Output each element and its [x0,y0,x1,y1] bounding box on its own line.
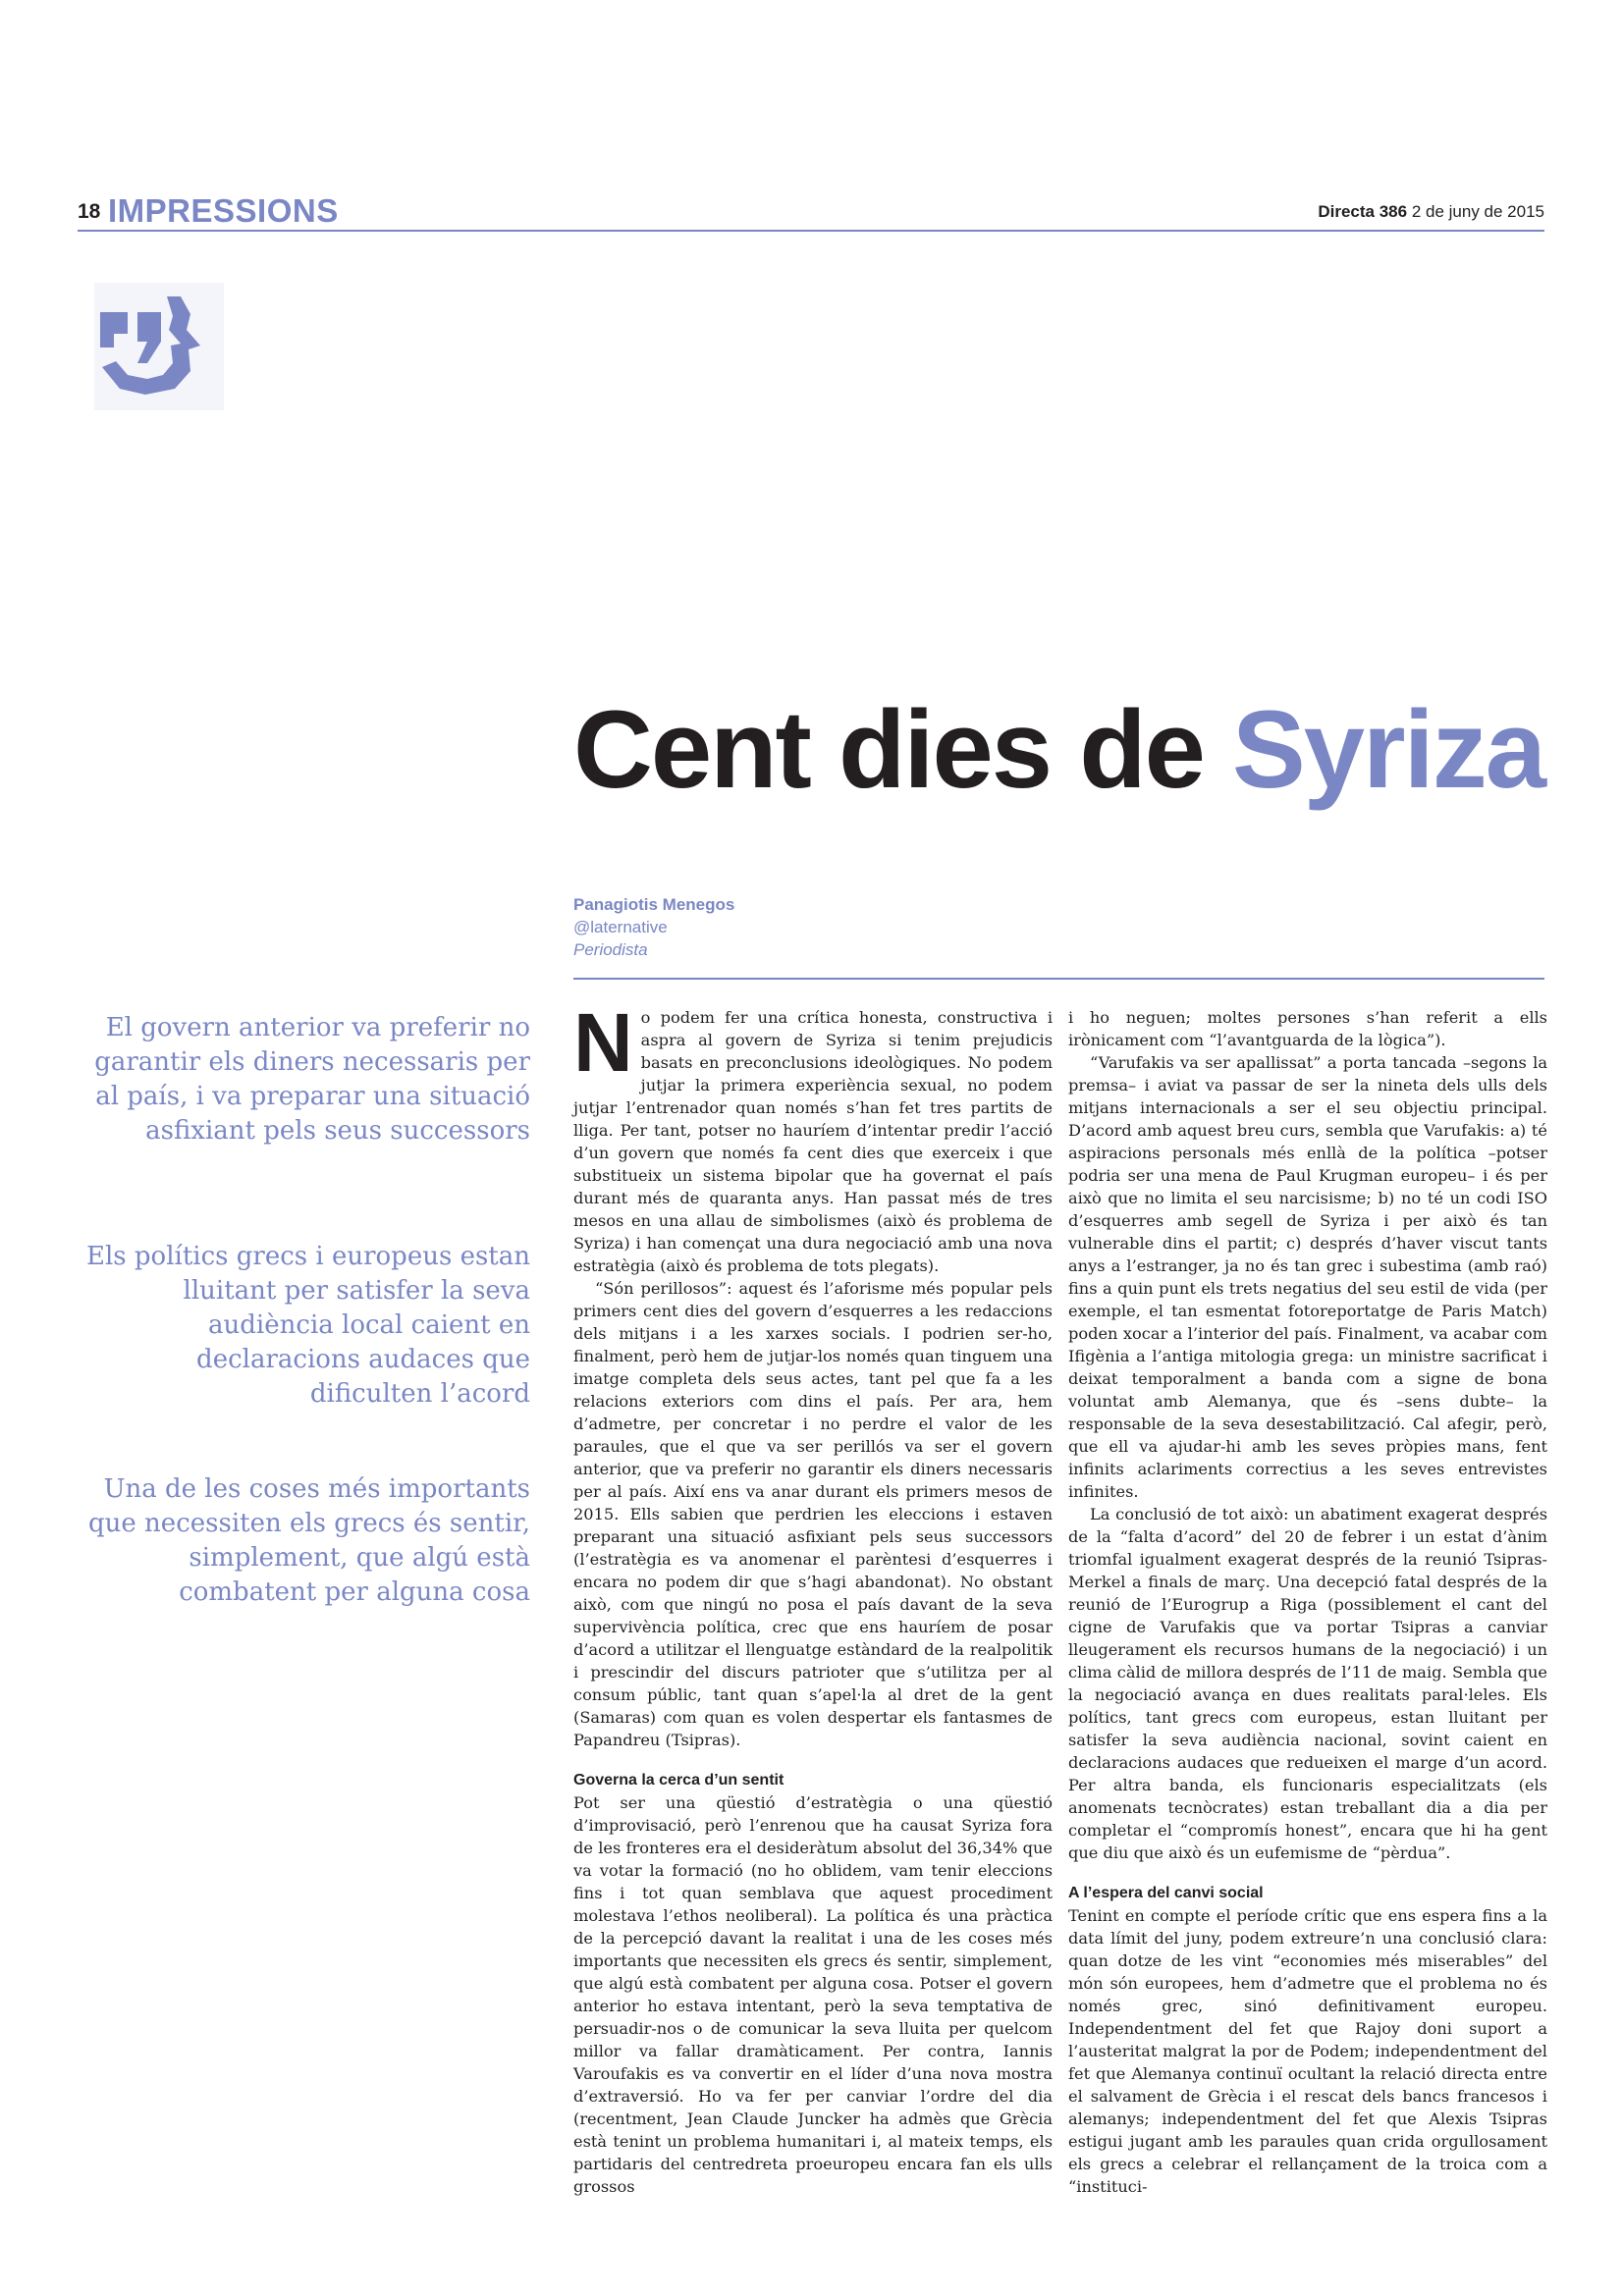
headline-accent: Syriza [1232,688,1544,811]
publication-date: 2 de juny de 2015 [1411,202,1544,221]
article-paragraph: La conclusió de tot això: un abatiment exagerat després de la “falta d’acord” del 20 de febrer i un estat d’ànim triomfal igualment exagerat després de la reunió Tsipras-Merkel a finals de març. Una decepció fatal després de la reunió de l’Eurogrup a Riga (possiblement el cant del cigne de Varufakis que va portar Tsipras a canviar lleugerament els recursos humans de la negociació) i un clima càlid de millora després de l’11 de maig. Sembla que la negociació avança en dues realitats paral·leles. Els polítics, tant grecs com europeus, estan lluitant per satisfer la seva audiència nacional, sovint caient en declaracions audaces que redueixen el marge d’un acord. Per altra banda, els funcionaris especialitzats (els anomenats tecnòcrates) estan treballant dia a dia per completar el “compromís honest”, encara que hi ha gent que diu que això és un eufemisme de “pèrdua”. [1068,1505,1547,1862]
article-paragraph: “Són perillosos”: aquest és l’aforisme més popular pels primers cent dies del govern d’esquerres a les redaccions dels mitjans i a les xarxes socials. I podrien ser-ho, finalment, però hem de jutjar-los només quan tinguem una imatge completa dels seus actes, tant pel que fa a les relacions exteriors com dins el país. Per ara, hem d’admetre, per concretar i no perdre el valor de les paraules, que el que va ser perillós va ser el govern anterior, que va preferir no garantir els diners necessaris per al país. Així ens va anar durant els primers mesos de 2015. Ells sabien que perdrien les eleccions i estaven preparant una situació asfixiant pels seus successors (l’estratègia es va anomenar el parèntesi d’esquerres i encara no podem dir que s’hagi abandonat). No obstant això, com que ningú no posa el país davant de la seva supervivència política, crec que ens hauríem de posar d’acord a utilitzar el llenguatge estàndard de la realpolitik i prescindir del discurs patrioter que s’utilitza per al consum públic, tant quan s’apel·la al dret de la gent (Samaras) com quan es volen despertar els fantasmes de Papandreu (Tsipras). [573,1279,1053,1749]
article-paragraph: “Varufakis va ser apallissat” a porta tancada –segons la premsa– i aviat va passar de ser la nineta dels ulls dels mitjans internacionals a ser el seu objectiu principal. D’acord amb aquest breu curs, sembla que Varufakis: a) té aspiracions personals més enllà de la política –potser podria ser una mena de Paul Krugman europeu– i és per això que no limita el seu narcisisme; b) no té un codi ISO d’esquerres amb segell de Syriza i per això és tan vulnerable dins el partit; c) després d’haver viscut tants anys a l’estranger, ja no és tan grec i subestima (amb raó) fins a quin punt els trets negatius del seu estil de vida (per exemple, el tan esmentat fotoreportatge de Paris Match) poden xocar a l’interior del país. Finalment, va acabar com Ifigènia a l’antiga mitologia grega: un ministre sacrificat i deixat temporalment a banda com a signe de bona voluntat amb Alemanya, que és –sens dubte– la responsable de la seva desestabilització. Cal afegir, però, que ell va ajudar-hi amb les seves pròpies mans, fent infinits aclariments correctius a les seves entrevistes infinites. [1068,1053,1547,1501]
impressions-face-icon [94,283,224,410]
article-paragraph: Tenint en compte el període crític que ens espera fins a la data límit del juny, podem extreure’n una conclusió clara: quan dotze de les vint “economies més miserables” del món són europees, hem d’admetre que el problema no és només grec, sinó definitivament europeu. Independentment del fet que Rajoy doni suport a l’austeritat malgrat la por de Podem; independentment del fet que Alemanya continuï ocultant la relació directa entre el salvament de Grècia i el rescat dels bancs francesos i alemanys; independentment del fet que Alexis Tsipras estigui jugant amb les paraules quan crida orgullosament els grecs a celebrar el rellançament de la troica com a “instituci- [1068,1906,1547,2196]
header-rule [78,230,1544,232]
subheading: A l’espera del canvi social [1068,1885,1264,1901]
article-paragraph: Pot ser una qüestió d’estratègia o una qüestió d’improvisació, però l’enrenou que ha causat Syriza fora de les fronteres era el desideràtum absolut del 36,34% que va votar la formació (no ho oblidem, vam tenir eleccions fins i tot quan semblava que aquest procediment molestava l’ethos neoliberal). La política és una pràctica de la percepció davant la realitat i una de les coses més importants que necessiten els grecs és sentir, simplement, que algú està combatent per alguna cosa. Potser el govern anterior ho estava intentant, però la seva temptativa de persuadir-nos o de comunicar la seva lluita per quelcom millor va fallar dramàticament. Per contra, Iannis Varoufakis es va convertir en el líder d’una nova mostra d’extraversió. Ho va fer per canviar l’ordre del dia (recentment, Jean Claude Juncker ha admès que Grècia està tenint un problema humanitari i, al mateix temps, els partidaris del centredreta proeuropeu encara fan els ulls grossos [573,1793,1053,2196]
paragraph-text: o podem fer una crítica honesta, constructiva i aspra al govern de Syriza si tenim prejudicis basats en preconclusions ideològiques. No podem jutjar la primera experiència sexual, no podem jutjar l’entrenador quan només s’han fet tres partits de lliga. Per tant, potser no hauríem d’intentar predir l’acció d’un govern que només fa cent dies que exerceix i que substitueix un sistema bipolar que ha governat el país durant més de quaranta anys. Han passat més de tres mesos en una allau de simbolismes (això és problema de Syriza) i han començat una dura negociació amb una nova estratègia (això és problema de tots plegats). [573,1008,1053,1275]
author-role: Periodista [573,940,648,959]
article-column-1 [573,996,1053,2198]
pull-quote: El govern anterior va preferir no garantir els diners necessaris per al país, i va preparar una situació asfixiant pels seus successors [94,1013,530,1146]
byline [573,893,734,961]
pull-quote: Els polítics grecs i europeus estan lluitant per satisfer la seva audiència local caient en declaracions audaces que dificulten l’acord [86,1242,530,1409]
publication-name: Directa 386 [1318,202,1408,221]
publication-line [1318,202,1544,222]
article-paragraph: i ho neguen; moltes persones s’han referit a ells irònicament com “l’avantguarda de la lògica”). [1068,1008,1547,1049]
author-handle: @laternative [573,918,668,936]
subheading: Governa la cerca d’un sentit [573,1772,784,1789]
author-name: Panagiotis Menegos [573,895,735,914]
section-title: IMPRESSIONS [108,192,339,229]
article-column-2 [1068,1006,1547,2198]
byline-rule [573,978,1544,980]
headline [572,688,1544,811]
article-paragraph [573,996,1053,1277]
drop-cap: N [573,996,633,1089]
page-number: 18 [78,200,101,223]
headline-main: Cent dies de [572,688,1233,811]
pull-quote: Una de les coses més importants que necessiten els grecs és sentir, simplement, que algú està combatent per alguna cosa [88,1474,530,1607]
